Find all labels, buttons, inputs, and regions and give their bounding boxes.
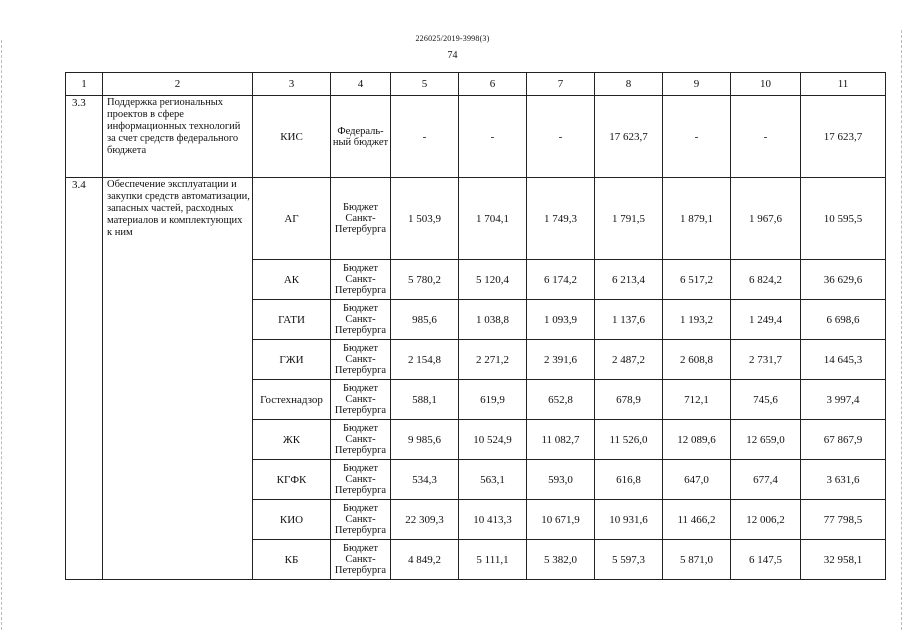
total-cell: 17 623,7 [801,96,886,178]
total-cell: 36 629,6 [801,260,886,300]
funding-source: Бюджет Санкт-Петербурга [331,380,391,420]
header-cell: 4 [331,73,391,96]
value-cell: 12 659,0 [731,420,801,460]
value-cell: 588,1 [391,380,459,420]
total-cell: 3 631,6 [801,460,886,500]
value-cell: 5 111,1 [459,540,527,580]
value-cell: - [527,96,595,178]
value-cell: 652,8 [527,380,595,420]
value-cell: 745,6 [731,380,801,420]
value-cell: 22 309,3 [391,500,459,540]
value-cell: 10 931,6 [595,500,663,540]
value-cell: 6 147,5 [731,540,801,580]
row-number: 3.4 [66,178,103,580]
value-cell: 1 879,1 [663,178,731,260]
header-cell: 8 [595,73,663,96]
funding-source: Бюджет Санкт-Петербурга [331,340,391,380]
value-cell: 5 120,4 [459,260,527,300]
value-cell: 712,1 [663,380,731,420]
value-cell: 1 704,1 [459,178,527,260]
value-cell: 10 413,3 [459,500,527,540]
funding-source: Бюджет Санкт-Петербурга [331,500,391,540]
scan-edge-right [901,30,903,630]
value-cell: 1 503,9 [391,178,459,260]
value-cell: 11 082,7 [527,420,595,460]
value-cell: 616,8 [595,460,663,500]
organization: КБ [253,540,331,580]
value-cell: 593,0 [527,460,595,500]
header-cell: 2 [103,73,253,96]
funding-source: Федераль-ный бюджет [331,96,391,178]
value-cell: 5 871,0 [663,540,731,580]
header-cell: 7 [527,73,595,96]
value-cell: 4 849,2 [391,540,459,580]
table-header-row [66,73,886,96]
header-cell: 10 [731,73,801,96]
header-cell: 6 [459,73,527,96]
value-cell: 1 093,9 [527,300,595,340]
page-number: 74 [447,50,458,61]
value-cell: 677,4 [731,460,801,500]
organization: ГАТИ [253,300,331,340]
value-cell: 2 731,7 [731,340,801,380]
value-cell: 2 391,6 [527,340,595,380]
total-cell: 10 595,5 [801,178,886,260]
total-cell: 3 997,4 [801,380,886,420]
value-cell: 5 780,2 [391,260,459,300]
value-cell: 5 382,0 [527,540,595,580]
row-number: 3.3 [66,96,103,178]
organization: АК [253,260,331,300]
value-cell: 2 271,2 [459,340,527,380]
value-cell: 2 154,8 [391,340,459,380]
value-cell: 12 006,2 [731,500,801,540]
funding-source: Бюджет Санкт-Петербурга [331,178,391,260]
value-cell: - [663,96,731,178]
total-cell: 32 958,1 [801,540,886,580]
organization: ГЖИ [253,340,331,380]
value-cell: 1 749,3 [527,178,595,260]
value-cell: 10 671,9 [527,500,595,540]
budget-table [65,72,886,580]
value-cell: 10 524,9 [459,420,527,460]
header-cell: 3 [253,73,331,96]
total-cell: 67 867,9 [801,420,886,460]
total-cell: 14 645,3 [801,340,886,380]
funding-source: Бюджет Санкт-Петербурга [331,260,391,300]
value-cell: 12 089,6 [663,420,731,460]
header-cell: 5 [391,73,459,96]
funding-source: Бюджет Санкт-Петербурга [331,300,391,340]
organization: АГ [253,178,331,260]
value-cell: 6 517,2 [663,260,731,300]
activity-name: Поддержка региональных проектов в сфере информационных технологий за счет средств федерального бюджета [103,96,253,178]
header-cell: 11 [801,73,886,96]
value-cell: 534,3 [391,460,459,500]
table-row [66,178,886,260]
total-cell: 6 698,6 [801,300,886,340]
value-cell: 985,6 [391,300,459,340]
organization: КИО [253,500,331,540]
value-cell: - [391,96,459,178]
total-cell: 77 798,5 [801,500,886,540]
value-cell: 1 791,5 [595,178,663,260]
value-cell: 11 526,0 [595,420,663,460]
value-cell: 1 193,2 [663,300,731,340]
value-cell: 678,9 [595,380,663,420]
value-cell: 1 038,8 [459,300,527,340]
value-cell: 1 249,4 [731,300,801,340]
value-cell: 563,1 [459,460,527,500]
document-stamp: 226025/2019-3998(3) [415,34,490,43]
value-cell: 9 985,6 [391,420,459,460]
value-cell: 11 466,2 [663,500,731,540]
value-cell: 6 824,2 [731,260,801,300]
value-cell: 1 967,6 [731,178,801,260]
value-cell: - [731,96,801,178]
funding-source: Бюджет Санкт-Петербурга [331,420,391,460]
activity-name: Обеспечение эксплуатации и закупки средств автоматизации, запасных частей, расходных материалов и комплектующих к ним [103,178,253,580]
value-cell: 6 174,2 [527,260,595,300]
value-cell: 619,9 [459,380,527,420]
organization: Гостехнадзор [253,380,331,420]
value-cell: 17 623,7 [595,96,663,178]
scan-edge-left [1,40,3,630]
value-cell: 2 608,8 [663,340,731,380]
value-cell: 6 213,4 [595,260,663,300]
value-cell: 1 137,6 [595,300,663,340]
funding-source: Бюджет Санкт-Петербурга [331,460,391,500]
table-row [66,96,886,178]
value-cell: - [459,96,527,178]
value-cell: 5 597,3 [595,540,663,580]
organization: КИС [253,96,331,178]
organization: КГФК [253,460,331,500]
funding-source: Бюджет Санкт-Петербурга [331,540,391,580]
organization: ЖК [253,420,331,460]
value-cell: 2 487,2 [595,340,663,380]
header-cell: 9 [663,73,731,96]
header-cell: 1 [66,73,103,96]
value-cell: 647,0 [663,460,731,500]
